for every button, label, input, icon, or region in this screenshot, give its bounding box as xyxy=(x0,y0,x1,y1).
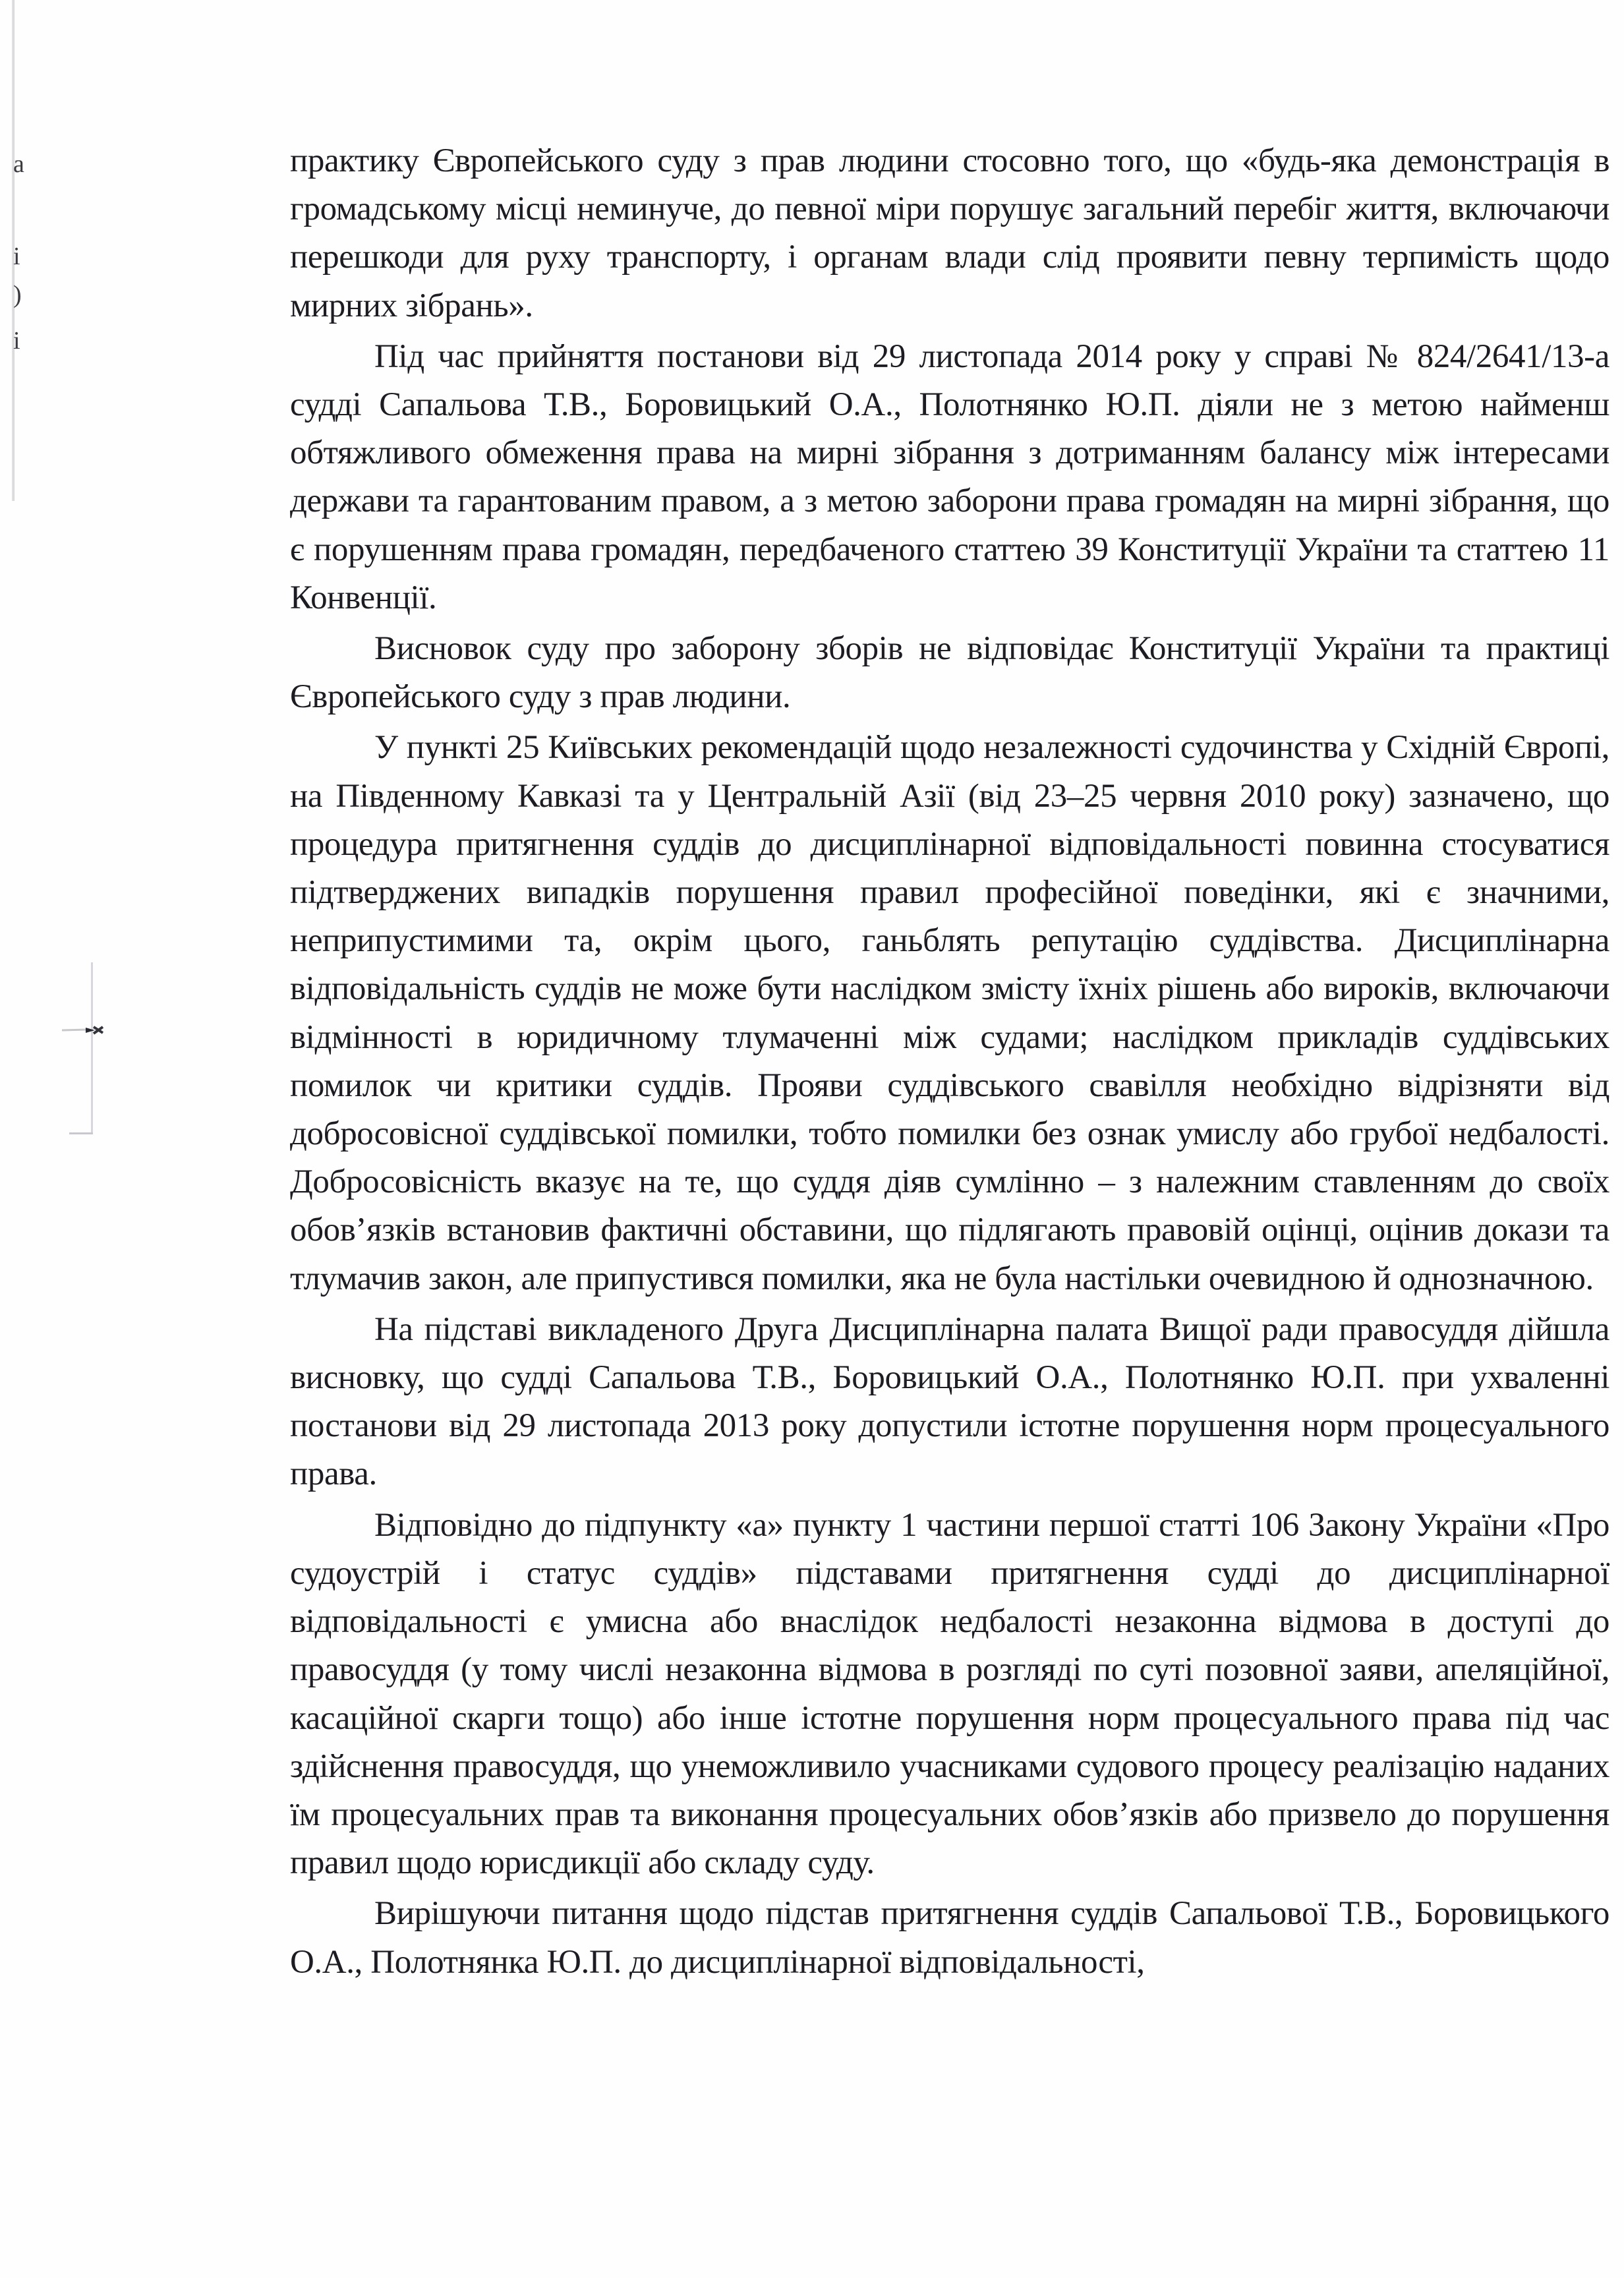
margin-fragment: а xyxy=(13,150,24,178)
binding-mark-foot xyxy=(69,1132,93,1134)
paragraph-chamber-conclusion: На підставі викладеного Друга Дисциплінарна палата Вищої ради правосуддя дійшла висновку, що судді Сапальова Т.В., Боровицький О.А., Полотнянко Ю.П. при ухваленні постанови від 29 листопада 2013 року допустили істотне порушення норм процесуального права. xyxy=(290,1310,1610,1493)
margin-fragment: і xyxy=(13,327,20,355)
margin-fragment: ) xyxy=(13,281,22,308)
staple-icon xyxy=(61,1026,113,1035)
document-body xyxy=(290,137,1610,1987)
paragraph-law-article-106: Відповідно до підпункту «а» пункту 1 частини першої статті 106 Закону України «Про судоустрій і статус суддів» підставами притягнення судді до дисциплінарної відповідальності є умисна або внаслідок недбалості незаконна відмова в доступі до правосуддя (у тому числі незаконна відмова в розгляді по суті позовної заяви, апеляційної, касаційної скарги тощо) або інше істотне порушення норм процесуального права під час здійснення правосуддя, що унеможливило учасниками судового процесу реалізацію наданих їм процесуальних прав та виконання процесуальних обов’язків або призвело до порушення правил щодо юрисдикції або складу суду. xyxy=(290,1506,1610,1882)
paragraph-echr-quote: практику Європейського суду з прав людини стосовно того, що «будь-яка демонстрація в громадському місці неминуче, до певної міри порушує загальний перебіг життя, включаючи перешкоди для руху транспорту, і органам влади слід проявити певну терпимість щодо мирних зібрань». xyxy=(290,142,1610,324)
binding-mark-line xyxy=(91,962,93,1134)
paragraph-deciding-grounds: Вирішуючи питання щодо підстав притягнення суддів Сапальової Т.В., Боровицького О.А., Полотнянка Ю.П. до дисциплінарної відповідальності, xyxy=(290,1895,1610,1981)
margin-fragment: і xyxy=(13,243,20,270)
paragraph-court-conclusion: Висновок суду про заборону зборів не відповідає Конституції України та практиці Європейського суду з прав людини. xyxy=(290,630,1610,716)
paragraph-kyiv-recommendations: У пункті 25 Київських рекомендацій щодо незалежності судочинства у Східній Європі, на Південному Кавказі та у Центральній Азії (від 23–25 червня 2010 року) зазначено, що процедура притягнення суддів до дисциплінарної відповідальності повинна стосуватися підтверджених випадків порушення правил професійної поведінки, які є значними, неприпустимими та, окрім цього, ганьблять репутацію суддівства. Дисциплінарна відповідальність суддів не може бути наслідком змісту їхніх рішень або вироків, включаючи відмінності в юридичному тлумаченні між судами; наслідком прикладів суддівських помилок чи критики суддів. Прояви суддівського свавілля необхідно відрізняти від добросовісної суддівської помилки, тобто помилки без ознак умислу або грубої недбалості. Добросовісність вказує на те, що суддя діяв сумлінно – з належним ставленням до своїх обов’язків встановив фактичні обставини, що підлягають правовій оцінці, оцінив докази та тлумачив закон, але припустився помилки, яка не була настільки очевидною й однозначною. xyxy=(290,729,1610,1297)
paragraph-judges-actions: Під час прийняття постанови від 29 листопада 2014 року у справі № 824/2641/13-а судді Сапальова Т.В., Боровицький О.А., Полотнянко Ю.П. діяли не з метою найменш обтяжливого обмеження права на мирні зібрання з дотриманням балансу між інтересами держави та гарантованим правом, а з метою заборони права громадян на мирні зібрання, що є порушенням права громадян, передбаченого статтею 39 Конституції України та статтею 11 Конвенції. xyxy=(290,337,1610,616)
